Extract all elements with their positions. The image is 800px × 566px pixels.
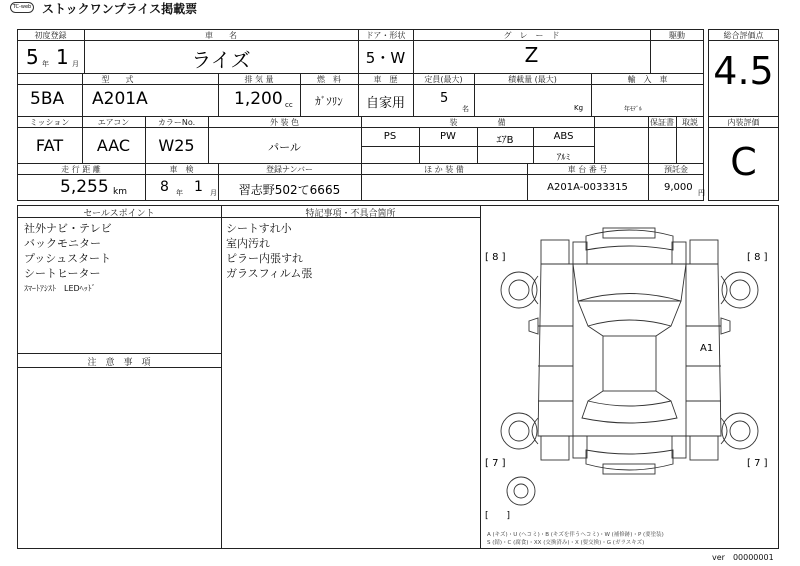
caption-chassis-no: 車 台 番 号 <box>567 165 608 174</box>
caption-mileage: 走 行 距 離 <box>61 165 101 174</box>
reg-number: 習志野502て6665 <box>238 183 341 197</box>
caption-load: 積載量 (最大) <box>508 75 557 84</box>
sales-point-list <box>24 221 112 296</box>
mileage: 5,255 <box>60 177 109 197</box>
caption-history: 車 歴 <box>373 75 398 84</box>
caption-model: 型 式 <box>101 75 134 84</box>
inspection-year: 8 <box>160 179 169 195</box>
car-name: ライズ <box>191 48 251 72</box>
caption-exterior-color: 外 装 色 <box>269 118 300 127</box>
list-item: バックモニター <box>24 237 101 250</box>
list-item: シートヒーター <box>24 267 101 280</box>
reg-month-unit: 月 <box>72 60 79 68</box>
mission: FAT <box>35 136 64 155</box>
car-damage-diagram <box>481 206 778 548</box>
bracket-top-right: [ 8 ] <box>747 252 768 263</box>
reg-year-unit: 年 <box>42 60 49 68</box>
form-title: ストックワンプライス掲載票 <box>42 2 198 16</box>
deposit-unit: 円 <box>698 189 705 197</box>
import-model-year: 年ﾓﾃﾞﾙ <box>624 106 643 113</box>
caption-sales-point: セールスポイント <box>83 209 155 219</box>
inspection-month: 1 <box>194 179 203 195</box>
reg-year: 5 <box>26 45 39 69</box>
caption-manual: 取説 <box>682 118 698 127</box>
caption-notes: 特記事項・不具合箇所 <box>305 209 396 219</box>
model: A201A <box>92 89 148 109</box>
deposit: 9,000 <box>664 182 693 193</box>
equipment-ps: PS <box>383 131 397 142</box>
aircon: AAC <box>96 136 131 155</box>
grade: Z <box>524 43 539 67</box>
capacity: 5 <box>440 91 449 106</box>
displacement-unit: cc <box>285 101 293 109</box>
caption-fuel: 燃 料 <box>317 75 341 84</box>
legend-line-1: A (キズ)・U (ヘコミ)・B (キズを伴うヘコミ)・W (補修跡)・P (要塗装) <box>487 532 664 538</box>
caption-overall-score: 総合評価点 <box>723 31 764 40</box>
bracket-top-left: [ 8 ] <box>485 252 506 263</box>
wheel-spare <box>507 477 535 505</box>
mileage-unit: km <box>113 187 127 197</box>
equipment-pw: PW <box>440 131 456 142</box>
caption-interior-score: 内装評価 <box>727 118 760 127</box>
version-label: ver 00000001 <box>712 553 774 562</box>
history: 自家用 <box>365 96 405 111</box>
notes-list <box>226 221 312 281</box>
caption-car-name: 車 名 <box>205 31 237 40</box>
legend-line-2: S (錆)・C (腐食)・XX (交換済み)・X (要交換)・G (ガラスキズ) <box>487 540 645 546</box>
exterior-color: パール <box>268 141 301 154</box>
caption-equipment: 装 備 <box>449 118 506 127</box>
caption-import: 輸 入 車 <box>627 75 668 84</box>
list-item: プッシュスタート <box>24 252 112 265</box>
inspection-month-unit: 月 <box>210 189 217 197</box>
list-item: 室内汚れ <box>226 237 270 250</box>
caption-color-no: カラーNo. <box>157 118 196 127</box>
caption-reg-number: 登録ナンバー <box>265 165 314 174</box>
load-unit: Kg <box>574 104 584 112</box>
capacity-unit: 名 <box>462 105 469 113</box>
color-no: W25 <box>158 136 195 155</box>
chassis-no: A201A-0033315 <box>547 182 628 193</box>
caption-other-equipment: ほ か 装 備 <box>424 165 464 174</box>
list-item: ピラー内張すれ <box>226 252 303 265</box>
caption-first-reg: 初度登録 <box>34 31 67 40</box>
caption-capacity: 定員(最大) <box>424 75 463 84</box>
logo: TC-web <box>10 2 34 13</box>
caption-deposit: 預託金 <box>664 165 688 174</box>
caption-caution: 注 意 事 項 <box>87 358 151 368</box>
caption-mission: ミッション <box>29 118 70 127</box>
list-item: ｽﾏｰﾄｱｼｽﾄ LEDﾍｯﾄﾞ <box>24 284 96 293</box>
list-item: シートすれ小 <box>226 222 292 235</box>
bracket-bottom-left: [ 7 ] <box>485 458 506 469</box>
reg-month: 1 <box>56 45 69 69</box>
model-prefix: 5BA <box>30 89 65 109</box>
interior-score: C <box>730 140 757 184</box>
displacement: 1,200 <box>234 89 283 109</box>
caption-inspection: 車 検 <box>169 165 194 174</box>
caption-drive: 駆動 <box>669 31 685 40</box>
list-item: ガラスフィルム張 <box>226 267 313 280</box>
door-shape: 5・W <box>365 49 406 67</box>
caption-door-shape: ドア・形状 <box>365 31 406 40</box>
bracket-spare: [ ] <box>485 511 511 521</box>
equipment-airbag: ｴｱB <box>496 135 514 146</box>
equipment-abs: ABS <box>553 131 574 142</box>
list-item: 社外ナビ・テレビ <box>24 222 112 235</box>
fuel: ｶﾞｿﾘﾝ <box>315 95 343 108</box>
equipment-alumi: ｱﾙﾐ <box>556 153 571 163</box>
bracket-bottom-right: [ 7 ] <box>747 458 768 469</box>
caption-displacement: 排 気 量 <box>244 75 274 84</box>
caption-aircon: エアコン <box>97 118 130 127</box>
caption-grade: グ レ ー ド <box>503 31 560 40</box>
caption-warranty: 保証書 <box>650 118 674 127</box>
inspection-year-unit: 年 <box>176 189 183 197</box>
damage-mark: A1 <box>700 343 714 354</box>
overall-score: 4.5 <box>713 49 774 93</box>
